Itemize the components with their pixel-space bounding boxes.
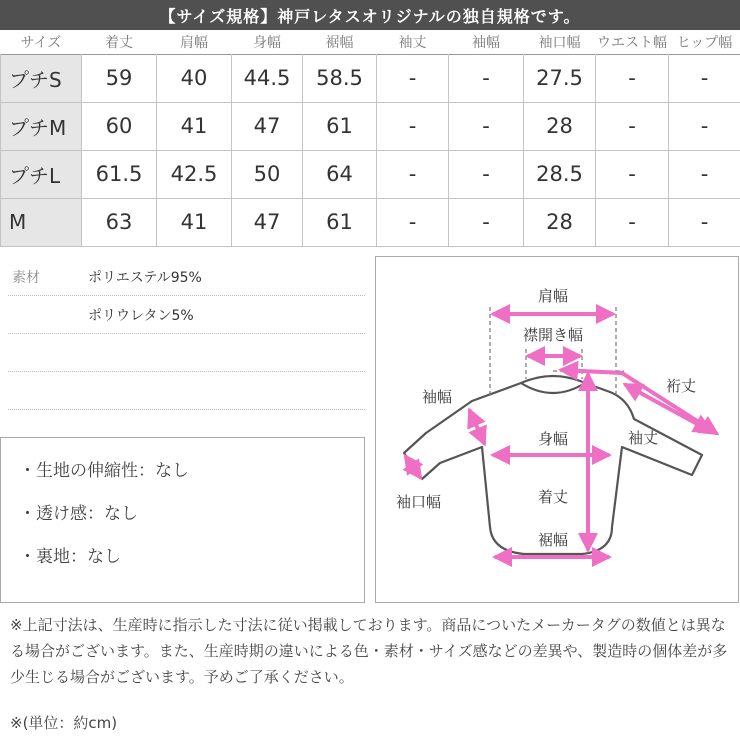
material-row (8, 296, 365, 334)
material-value: ポリウレタン5% (88, 307, 194, 324)
size-cell: プチL (1, 150, 82, 198)
sleeve-length-label: 袖丈 (628, 429, 659, 447)
value-cell: - (377, 54, 449, 102)
header-cell: ウエスト幅 (597, 34, 667, 51)
body-width-label: 身幅 (537, 430, 569, 448)
material-label: 素材 (12, 269, 40, 286)
material-section (8, 258, 365, 410)
hem-label: 裾幅 (537, 531, 569, 549)
material-row (8, 372, 365, 410)
value-cell: 61 (303, 198, 377, 246)
header-cell: 身幅 (253, 34, 281, 51)
table-row (1, 198, 740, 246)
lining-note: ・裏地：なし (19, 547, 121, 567)
size-cell: プチM (1, 102, 82, 150)
value-cell: - (449, 102, 524, 150)
value-cell: - (669, 102, 740, 150)
table-row (1, 150, 740, 198)
value-cell: - (377, 150, 449, 198)
table-header-row (1, 30, 740, 54)
unit-note: ※(単位：約cm) (10, 714, 118, 732)
value-cell: - (596, 102, 669, 150)
header-cell: 着丈 (105, 34, 133, 51)
value-cell: - (449, 54, 524, 102)
value-cell: 61.5 (82, 150, 157, 198)
value-cell: 41 (157, 198, 232, 246)
value-cell: - (377, 102, 449, 150)
value-cell: 41 (157, 102, 232, 150)
header-cell: 袖口幅 (538, 34, 581, 51)
measurement-diagram (375, 256, 739, 603)
cuff-label: 袖口幅 (396, 493, 442, 511)
shirt-diagram-svg (376, 257, 740, 604)
header-cell: 裾幅 (325, 34, 354, 51)
value-cell: 58.5 (303, 54, 377, 102)
value-cell: - (669, 150, 740, 198)
neck-label: 襟開き幅 (522, 326, 584, 344)
value-cell: 28 (524, 102, 596, 150)
value-cell: 59 (82, 54, 157, 102)
value-cell: - (669, 54, 740, 102)
value-cell: 28.5 (524, 150, 596, 198)
value-cell: - (669, 198, 740, 246)
value-cell: - (449, 198, 524, 246)
value-cell: 40 (157, 54, 232, 102)
value-cell: - (596, 54, 669, 102)
yuki-label: 裄丈 (666, 377, 697, 395)
stretch-note: ・生地の伸縮性：なし (19, 461, 189, 481)
material-row (8, 334, 365, 372)
header-cell: 肩幅 (180, 34, 208, 51)
table-row (1, 102, 740, 150)
value-cell: 63 (82, 198, 157, 246)
value-cell: 44.5 (232, 54, 303, 102)
size-cell: プチS (1, 54, 82, 102)
value-cell: 47 (232, 102, 303, 150)
shoulder-label: 肩幅 (537, 287, 569, 305)
value-cell: 60 (82, 102, 157, 150)
material-row (8, 258, 365, 296)
size-cell: M (1, 198, 82, 246)
value-cell: - (377, 198, 449, 246)
value-cell: 42.5 (157, 150, 232, 198)
disclaimer-note: ※上記寸法は、生産時に指示した寸法に従い掲載しております。商品についたメーカータグの数値とは異なる場合がございます。また、生産時期の違いによる色・素材・サイズ感などの差異や、製造時の個体差が多少生じる場合がございます。予めご了承ください。 (10, 616, 728, 686)
value-cell: 61 (303, 102, 377, 150)
sleeve-width-label: 袖幅 (422, 388, 453, 406)
value-cell: 28 (524, 198, 596, 246)
header-cell: サイズ (20, 34, 62, 51)
header-cell: ヒップ幅 (676, 34, 733, 51)
material-value: ポリエステル95% (88, 269, 202, 286)
header-cell: 袖幅 (472, 34, 500, 51)
value-cell: - (596, 198, 669, 246)
value-cell: - (596, 150, 669, 198)
size-table (0, 30, 740, 247)
header-cell: 袖丈 (398, 34, 427, 51)
table-row (1, 54, 740, 102)
value-cell: 50 (232, 150, 303, 198)
value-cell: - (449, 150, 524, 198)
size-spec-banner: 【サイズ規格】神戸レタスオリジナルの独自規格です。 (0, 0, 740, 30)
value-cell: 64 (303, 150, 377, 198)
value-cell: 47 (232, 198, 303, 246)
sheerness-note: ・透け感：なし (19, 504, 138, 524)
length-label: 着丈 (537, 488, 569, 506)
fabric-notes-box (0, 437, 365, 603)
value-cell: 27.5 (524, 54, 596, 102)
